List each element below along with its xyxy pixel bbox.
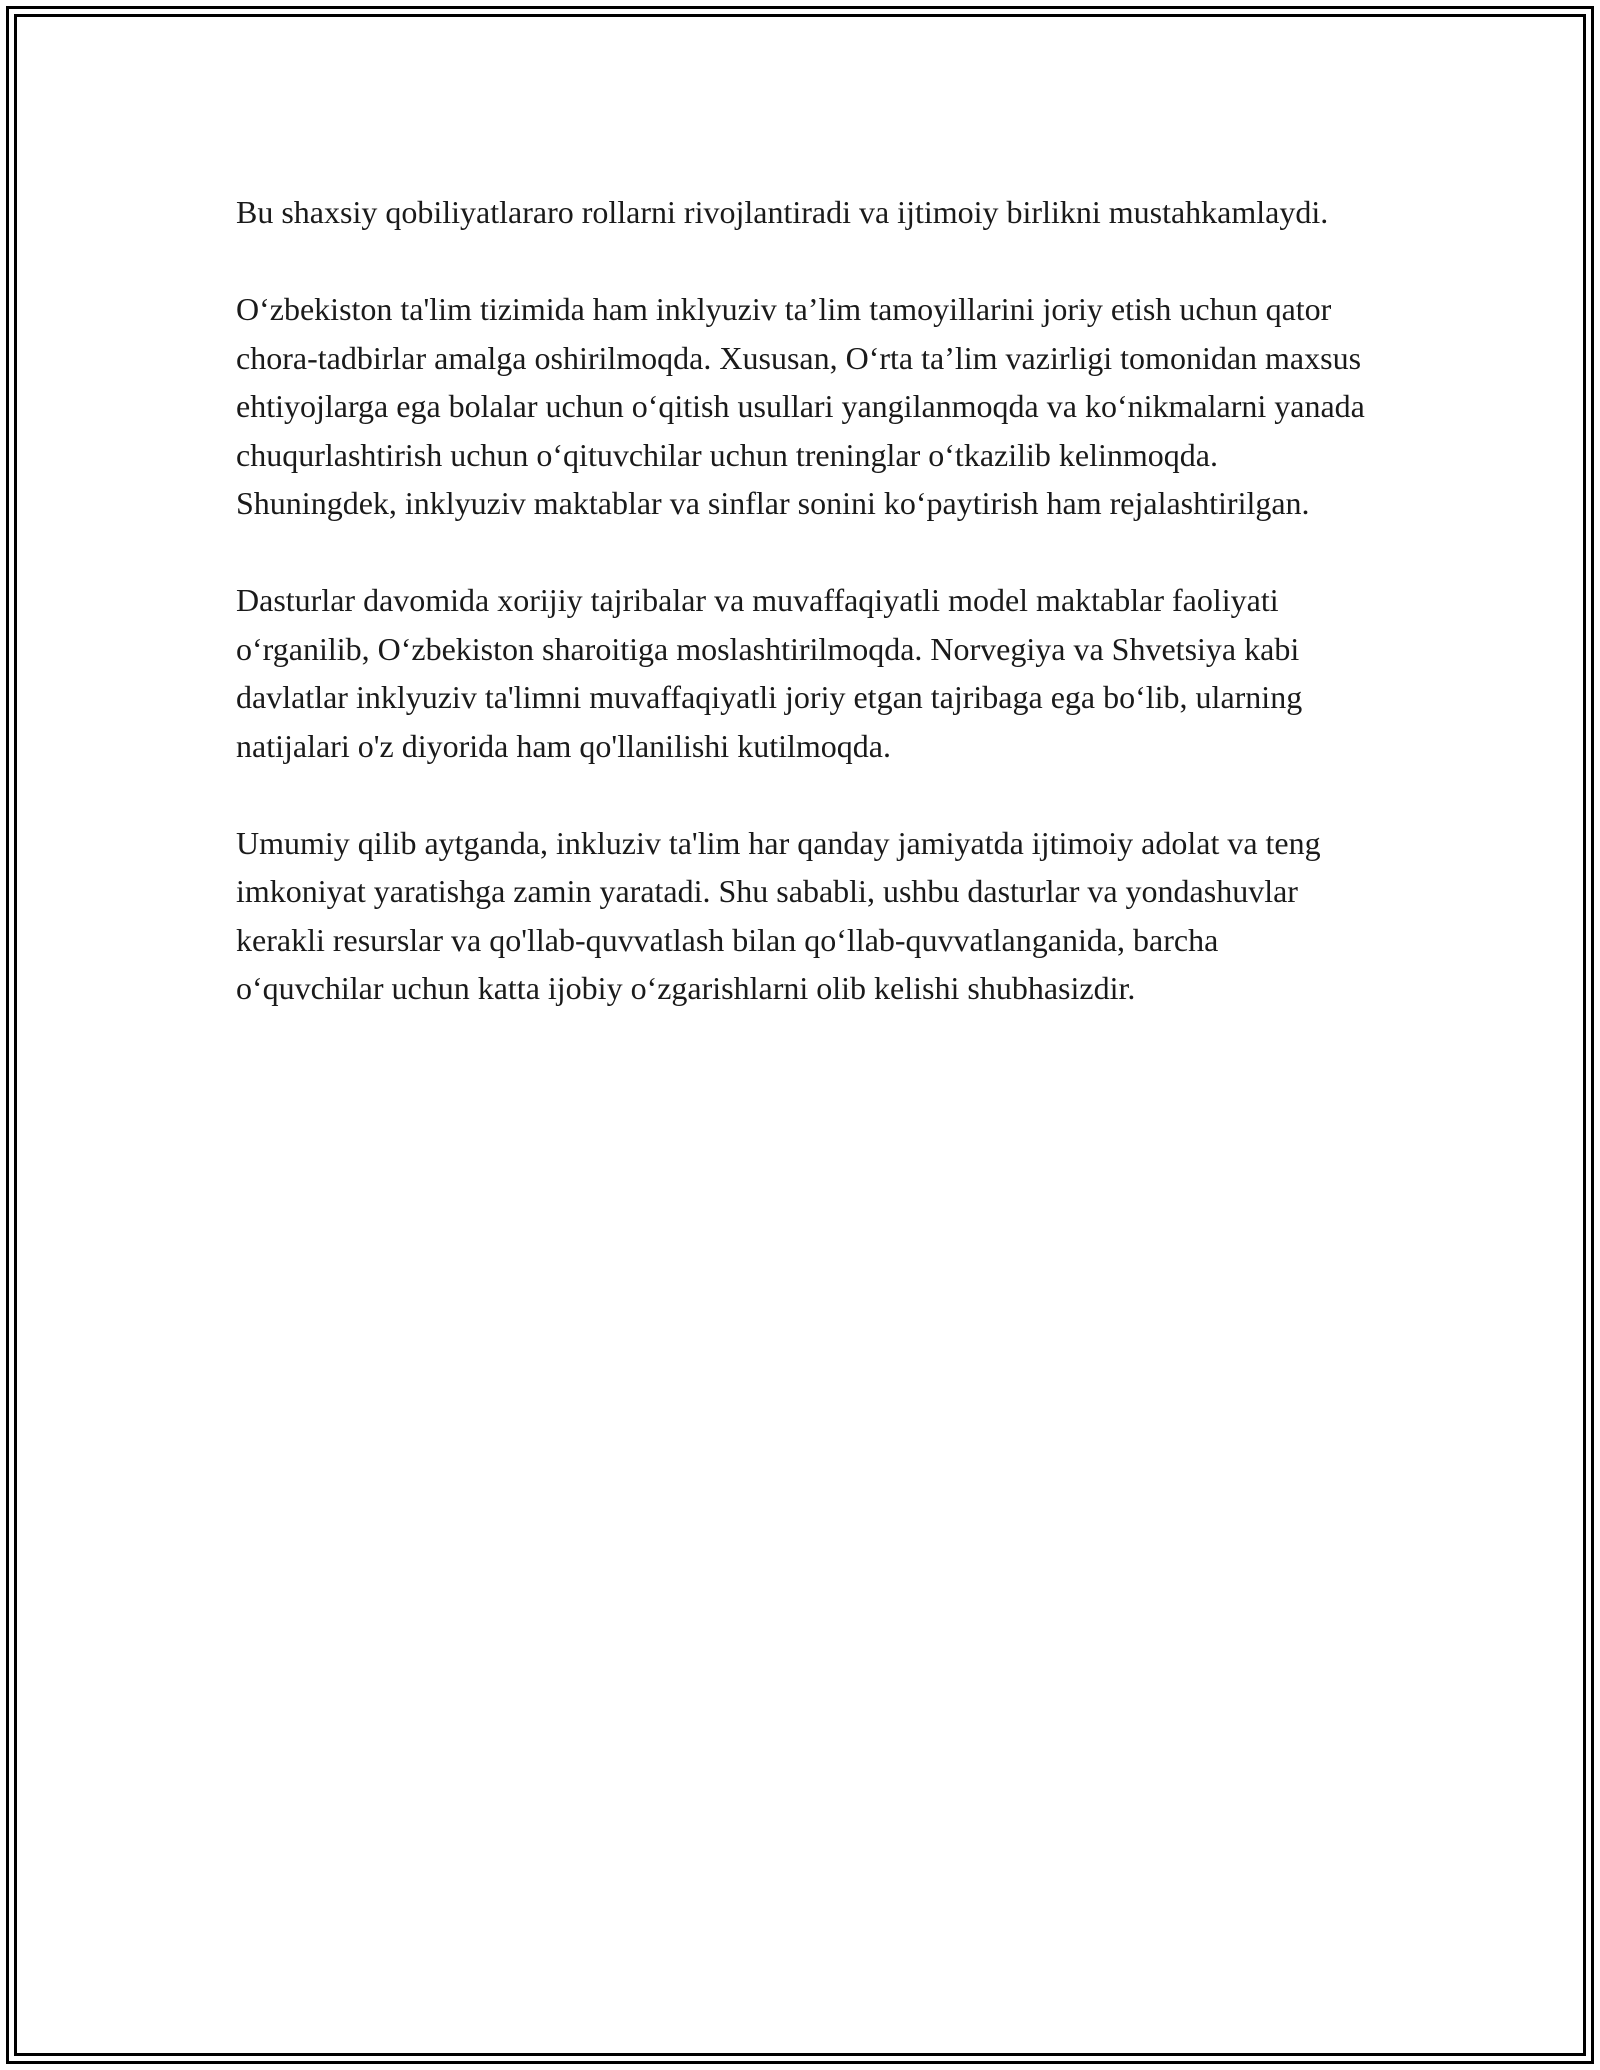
document-body xyxy=(236,188,1366,1013)
paragraph: Dasturlar davomida xorijiy tajribalar va muvaffaqiyatli model maktablar faoliyati o‘rganilib, O‘zbekiston sharoitiga moslashtirilmoqda. Norvegiya va Shvetsiya kabi davlatlar inklyuziv ta'limni muvaffaqiyatli joriy etgan tajribaga ega bo‘lib, ularning natijalari o'z diyorida ham qo'llanilishi kutilmoqda. xyxy=(236,582,1303,764)
paragraph: Bu shaxsiy qobiliyatlararo rollarni rivojlantiradi va ijtimoiy birlikni mustahkamlaydi. xyxy=(236,194,1329,230)
paragraph: O‘zbekiston ta'lim tizimida ham inklyuziv ta’lim tamoyillarini joriy etish uchun qator chora-tadbirlar amalga oshirilmoqda. Xususan, O‘rta ta’lim vazirligi tomonidan maxsus ehtiyojlarga ega bolalar uchun o‘qitish usullari yangilanmoqda va ko‘nikmalarni yanada chuqurlashtirish uchun o‘qituvchilar uchun treninglar o‘tkazilib kelinmoqda. Shuningdek, inklyuziv maktablar va sinflar sonini ko‘paytirish ham rejalashtirilgan. xyxy=(236,291,1365,521)
paragraph: Umumiy qilib aytganda, inkluziv ta'lim har qanday jamiyatda ijtimoiy adolat va teng imkoniyat yaratishga zamin yaratadi. Shu sababli, ushbu dasturlar va yondashuvlar kerakli resurslar va qo'llab-quvvatlash bilan qo‘llab-quvvatlanganida, barcha o‘quvchilar uchun katta ijobiy o‘zgarishlarni olib kelishi shubhasizdir. xyxy=(236,824,1321,1006)
